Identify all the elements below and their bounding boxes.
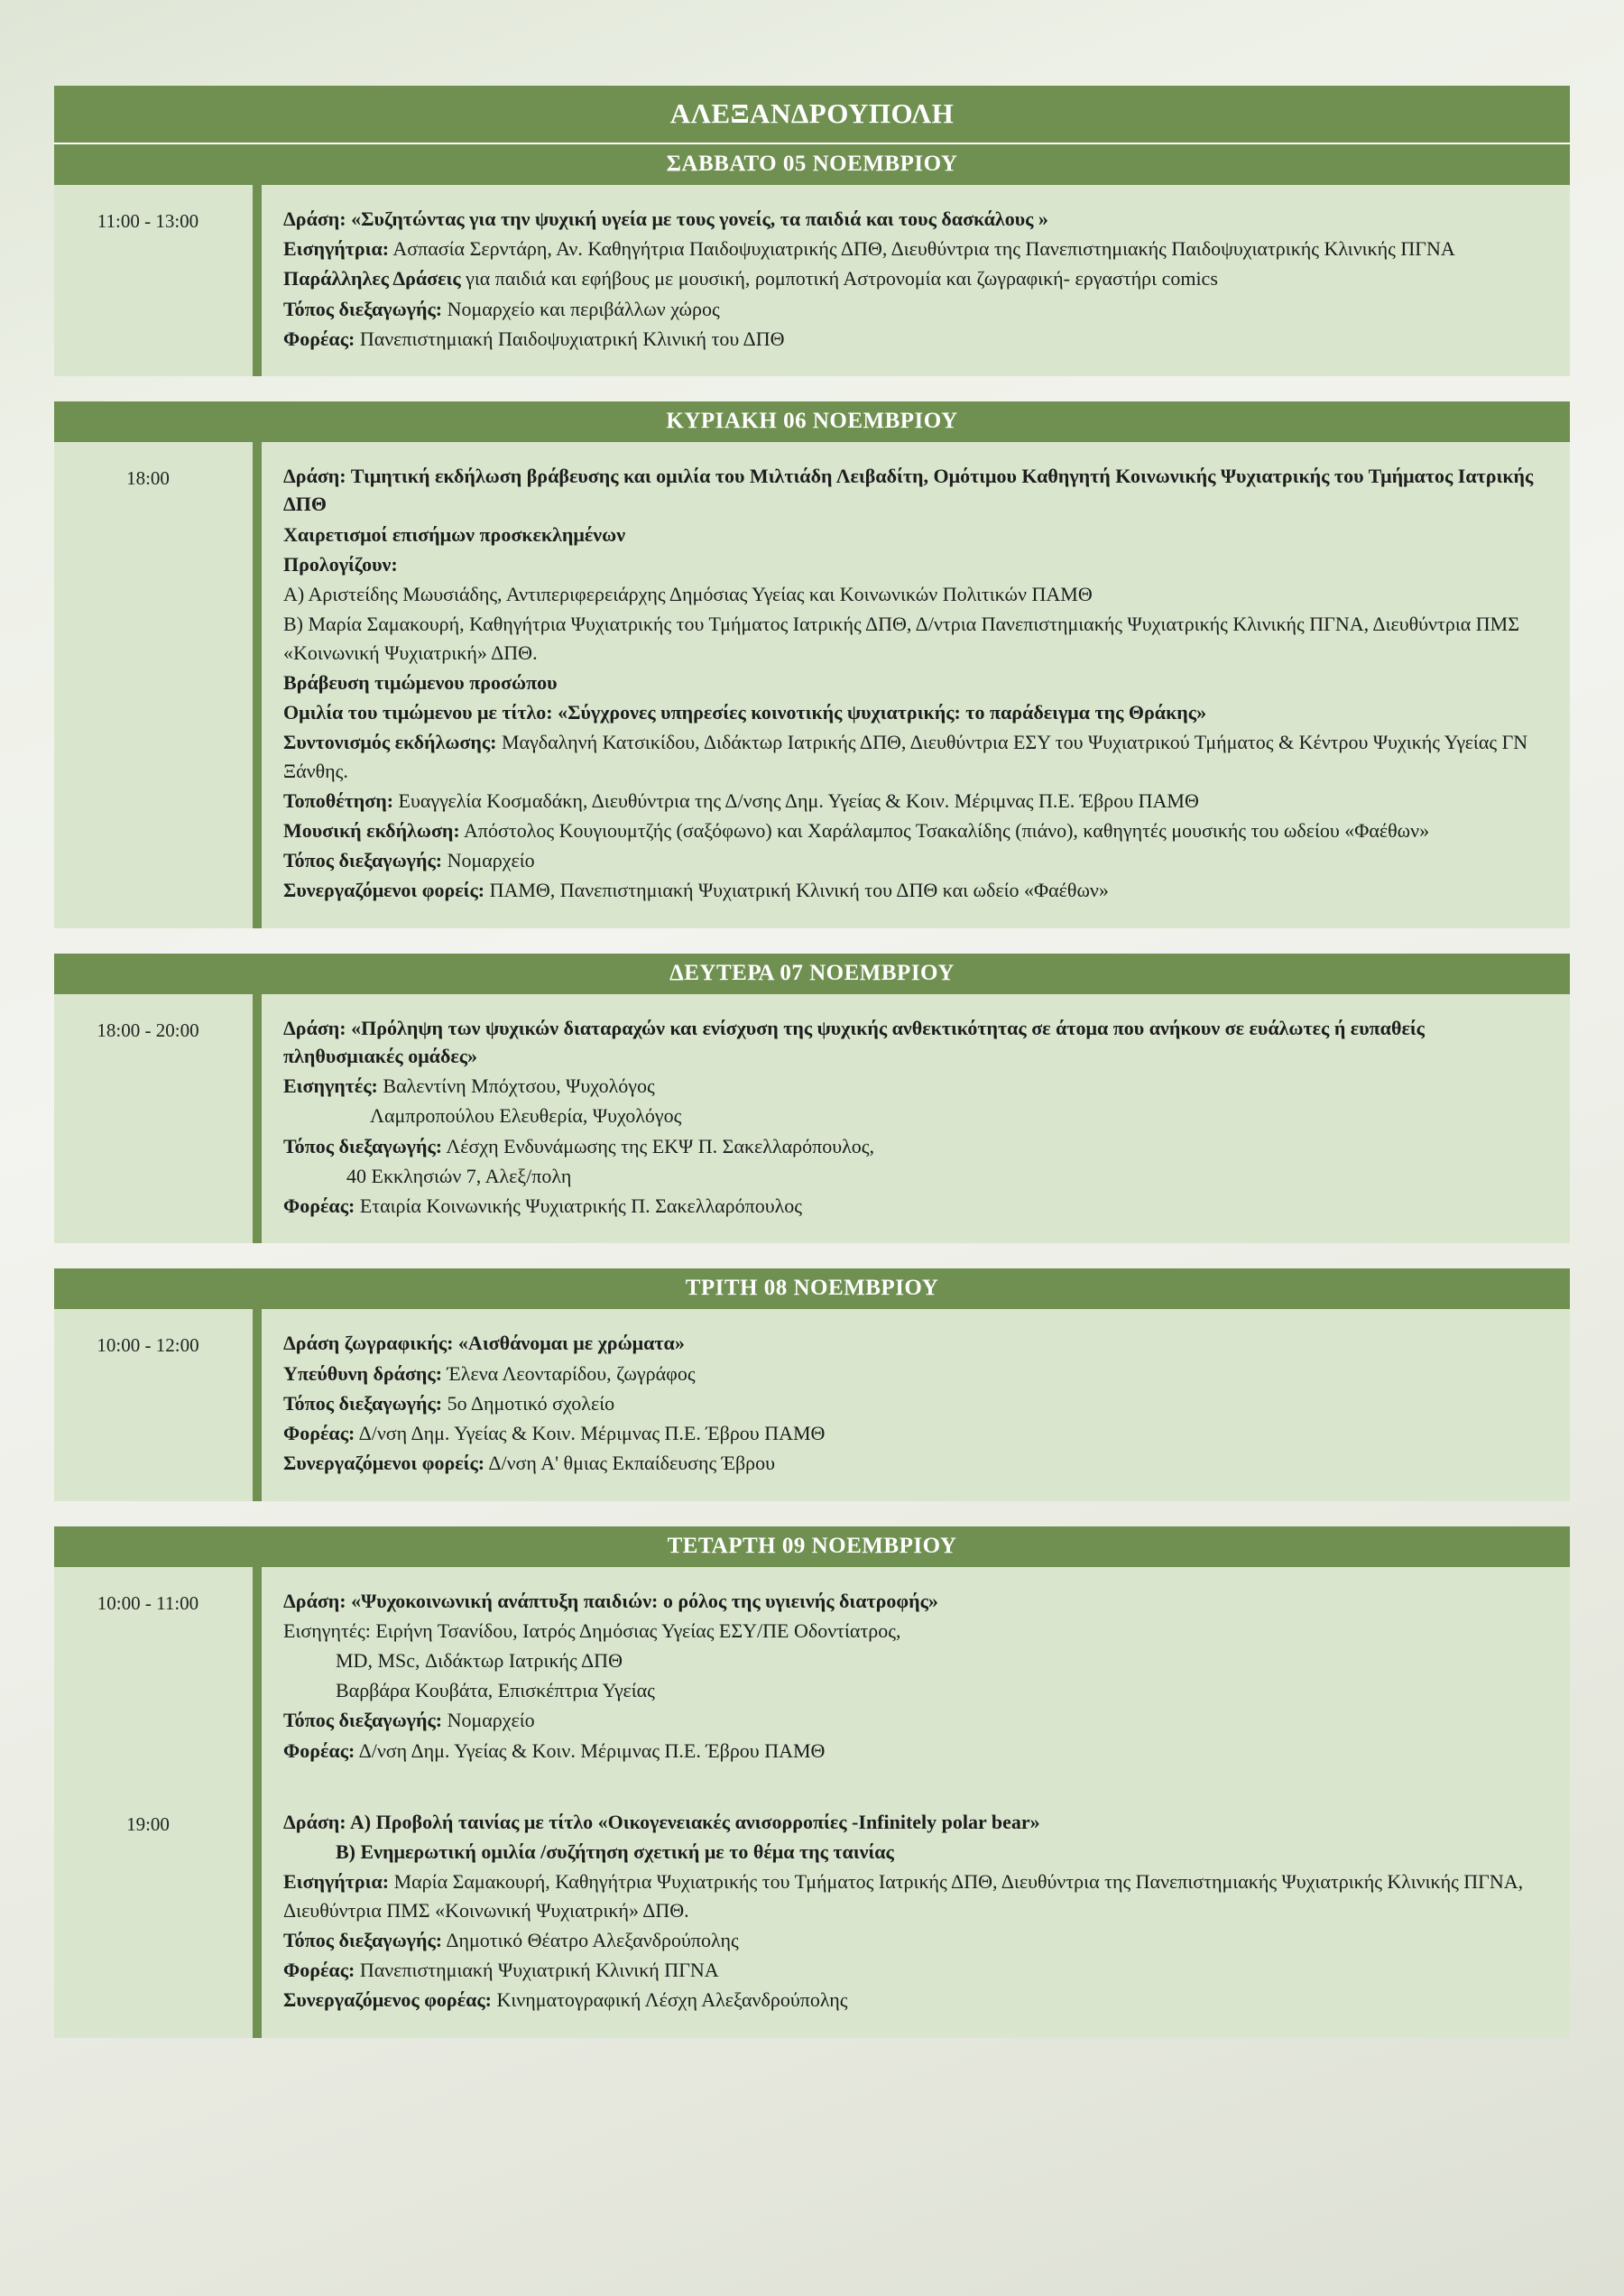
day-header: ΚΥΡΙΑΚΗ 06 ΝΟΕΜΒΡΙΟΥ xyxy=(54,401,1570,442)
event-details xyxy=(262,442,1570,928)
detail-value: Βαλεντίνη Μπόχτσου, Ψυχολόγος xyxy=(377,1074,655,1098)
detail-value: για παιδιά και εφήβους με μουσική, ρομποτική Αστρονομία και ζωγραφική- εργαστήρι comics xyxy=(460,267,1218,290)
event-details xyxy=(262,1309,1570,1500)
detail-label: Φορέας: xyxy=(283,1194,355,1218)
event-detail-line xyxy=(283,521,1543,549)
event-detail-line xyxy=(283,1838,1543,1866)
detail-value: Δημοτικό Θέατρο Αλεξανδρούπολης xyxy=(442,1928,739,1951)
detail-label: Ομιλία του τιμώμενου με τίτλο: «Σύγχρονες υπηρεσίες κοινοτικής ψυχιατρικής: το παράδειγμα της Θράκης» xyxy=(283,701,1207,724)
event-time-label: 10:00 - 12:00 xyxy=(97,1334,199,1357)
event-detail-line xyxy=(283,1956,1543,1984)
event-time xyxy=(54,442,262,928)
event-detail-line xyxy=(283,846,1543,874)
detail-label: Φορέας: xyxy=(283,1959,355,1982)
detail-value: Νομαρχείο και περιβάλλων χώρος xyxy=(442,297,720,320)
detail-label: Προλογίζουν: xyxy=(283,552,398,576)
detail-label: Συντονισμός εκδήλωσης: xyxy=(283,731,497,754)
event-detail-line xyxy=(283,1014,1543,1070)
detail-label: Φορέας: xyxy=(283,327,355,350)
detail-value: Εισηγητές: Ειρήνη Τσανίδου, Ιατρός Δημόσιας Υγείας ΕΣΥ/ΠΕ Οδοντίατρος, xyxy=(283,1618,901,1642)
detail-value: Δ/νση Δημ. Υγείας & Κοιν. Μέριμνας Π.Ε. Έβρου ΠΑΜΘ xyxy=(355,1422,826,1445)
detail-label: Δράση: Α) Προβολή ταινίας με τίτλο «Οικογενειακές ανισορροπίες -Infinitely polar bear» xyxy=(283,1810,1040,1833)
detail-value: Α) Αριστείδης Μωυσιάδης, Αντιπεριφερειάρχης Δημόσιας Υγείας και Κοινωνικών Πολιτικών ΠΑΜΘ xyxy=(283,583,1093,606)
detail-label: Φορέας: xyxy=(283,1422,355,1445)
detail-label: Υπεύθυνη δράσης: xyxy=(283,1361,443,1385)
detail-value: 40 Εκκλησιών 7, Αλεξ/πολη xyxy=(346,1164,572,1187)
event-detail-line xyxy=(283,580,1543,608)
detail-label: Τόπος διεξαγωγής: xyxy=(283,1709,443,1732)
section-spacer xyxy=(54,1501,1570,1521)
event-detail-line xyxy=(283,1102,1543,1130)
detail-value: Έλενα Λεονταρίδου, ζωγράφος xyxy=(442,1361,696,1385)
detail-label: Τόπος διεξαγωγής: xyxy=(283,1391,443,1415)
detail-label: Εισηγήτρια: xyxy=(283,1870,390,1894)
detail-value: Ευαγγελία Κοσμαδάκη, Διευθύντρια της Δ/νσης Δημ. Υγείας & Κοιν. Μέριμνας Π.Ε. Έβρου ΠΑΜΘ xyxy=(393,788,1199,812)
section-spacer xyxy=(54,1243,1570,1263)
detail-value: Νομαρχείο xyxy=(442,849,535,872)
schedule-row xyxy=(54,1567,1570,1788)
detail-label: Μουσική εκδήλωση: xyxy=(283,818,460,842)
section-spacer xyxy=(54,928,1570,948)
day-header: ΤΕΤΑΡΤΗ 09 ΝΟΕΜΒΡΙΟΥ xyxy=(54,1526,1570,1567)
detail-label: Χαιρετισμοί επισήμων προσκεκλημένων xyxy=(283,522,626,546)
event-detail-line xyxy=(283,787,1543,815)
day-sections xyxy=(54,144,1570,2058)
event-time xyxy=(54,1788,262,2038)
day-header: ΤΡΙΤΗ 08 ΝΟΕΜΒΡΙΟΥ xyxy=(54,1268,1570,1309)
detail-value: Ασπασία Σερντάρη, Αν. Καθηγήτρια Παιδοψυχιατρικής ΔΠΘ, Διευθύντρια της Πανεπιστημιακής Παιδοψυχιατρικής Κλινικής ΠΓΝΑ xyxy=(389,237,1455,261)
event-detail-line xyxy=(283,1926,1543,1954)
event-detail-line xyxy=(283,1867,1543,1923)
detail-value: Νομαρχείο xyxy=(442,1709,535,1732)
event-detail-line xyxy=(283,1676,1543,1704)
detail-value: Β) Μαρία Σαμακουρή, Καθηγήτρια Ψυχιατρικής του Τμήματος Ιατρικής ΔΠΘ, Δ/ντρια Πανεπιστημιακής Ψυχιατρικής Κλινικής ΠΓΝΑ, Διευθύντρια ΠΜΣ «Κοινωνική Ψυχιατρική» ΔΠΘ. xyxy=(283,613,1520,664)
event-details xyxy=(262,994,1570,1244)
detail-label: Τόπος διεξαγωγής: xyxy=(283,297,443,320)
event-detail-line xyxy=(283,698,1543,726)
detail-label: Δράση: «Πρόληψη των ψυχικών διαταραχών και ενίσχυση της ψυχικής ανθεκτικότητας σε άτομα που ανήκουν σε ευάλωτες ή ευπαθείς πληθυσμιακές ομάδες» xyxy=(283,1016,1425,1067)
detail-label: Εισηγήτρια: xyxy=(283,237,390,261)
detail-value: Πανεπιστημιακή Ψυχιατρική Κλινική ΠΓΝΑ xyxy=(355,1959,719,1982)
event-details xyxy=(262,185,1570,376)
detail-label: Τόπος διεξαγωγής: xyxy=(283,1134,443,1157)
event-detail-line xyxy=(283,462,1543,518)
detail-value: ΠΑΜΘ, Πανεπιστημιακή Ψυχιατρική Κλινική του ΔΠΘ και ωδείο «Φαέθων» xyxy=(484,879,1109,902)
detail-label: Δράση: «Συζητώντας για την ψυχική υγεία με τους γονείς, τα παιδιά και τους δασκάλους » xyxy=(283,207,1048,230)
event-detail-line xyxy=(283,1329,1543,1357)
event-detail-line xyxy=(283,1986,1543,2014)
event-detail-line xyxy=(283,1162,1543,1190)
detail-value: Δ/νση Α' θμιας Εκπαίδευσης Έβρου xyxy=(484,1452,776,1475)
detail-label: Τόπος διεξαγωγής: xyxy=(283,1928,443,1951)
event-detail-line xyxy=(283,1706,1543,1734)
detail-value: Εταιρία Κοινωνικής Ψυχιατρικής Π. Σακελλαρόπουλος xyxy=(355,1194,802,1218)
detail-value: Μαγδαληνή Κατσικίδου, Διδάκτωρ Ιατρικής ΔΠΘ, Διευθύντρια ΕΣΥ του Ψυχιατρικού Τμήματος & Κέντρου Ψυχικής Υγείας ΓΝ Ξάνθης. xyxy=(283,731,1528,782)
detail-value: Βαρβάρα Κουβάτα, Επισκέπτρια Υγείας xyxy=(336,1679,655,1702)
event-time xyxy=(54,1567,262,1788)
event-detail-line xyxy=(283,1646,1543,1674)
event-time-label: 10:00 - 11:00 xyxy=(97,1591,199,1614)
event-detail-line xyxy=(283,1389,1543,1417)
schedule-row xyxy=(54,994,1570,1244)
event-detail-line xyxy=(283,1617,1543,1645)
event-detail-line xyxy=(283,1132,1543,1160)
detail-label: Τόπος διεξαγωγής: xyxy=(283,849,443,872)
detail-label: Συνεργαζόμενοι φορείς: xyxy=(283,879,485,902)
event-detail-line xyxy=(283,1808,1543,1836)
detail-value: Μαρία Σαμακουρή, Καθηγήτρια Ψυχιατρικής του Τμήματος Ιατρικής ΔΠΘ, Διευθύντρια της Πανεπιστημιακής Ψυχιατρικής Κλινικής ΠΓΝΑ, Διευθύντρια ΠΜΣ «Κοινωνική Ψυχιατρική» ΔΠΘ. xyxy=(283,1870,1524,1922)
event-time xyxy=(54,185,262,376)
event-detail-line xyxy=(283,816,1543,844)
event-time-label: 19:00 xyxy=(126,1812,170,1835)
detail-label: Φορέας: xyxy=(283,1738,355,1762)
detail-label: Δράση ζωγραφικής: «Αισθάνομαι με χρώματα» xyxy=(283,1332,685,1355)
event-details xyxy=(262,1567,1570,1788)
detail-label: Δράση: Τιμητική εκδήλωση βράβευσης και ομιλία του Μιλτιάδη Λειβαδίτη, Ομότιμου Καθηγητή Κοινωνικής Ψυχιατρικής του Τμήματος Ιατρικής ΔΠΘ xyxy=(283,465,1534,516)
detail-value: Λαμπροπούλου Ελευθερία, Ψυχολόγος xyxy=(370,1104,682,1128)
schedule-row xyxy=(54,442,1570,928)
detail-value: Δ/νση Δημ. Υγείας & Κοιν. Μέριμνας Π.Ε. Έβρου ΠΑΜΘ xyxy=(355,1738,826,1762)
event-detail-line xyxy=(283,669,1543,696)
event-detail-line xyxy=(283,205,1543,233)
schedule-row xyxy=(54,1309,1570,1500)
detail-label: Παράλληλες Δράσεις xyxy=(283,267,461,290)
event-time xyxy=(54,1309,262,1500)
event-time-label: 18:00 - 20:00 xyxy=(97,1019,199,1041)
detail-value: 5ο Δημοτικό σχολείο xyxy=(442,1391,615,1415)
event-detail-line xyxy=(283,876,1543,904)
event-detail-line xyxy=(283,295,1543,323)
event-detail-line xyxy=(283,1449,1543,1477)
schedule-row xyxy=(54,185,1570,376)
day-header: ΣΑΒΒΑΤΟ 05 ΝΟΕΜΒΡΙΟΥ xyxy=(54,144,1570,185)
event-time xyxy=(54,994,262,1244)
event-detail-line xyxy=(283,264,1543,292)
detail-value: MD, MSc, Διδάκτωρ Ιατρικής ΔΠΘ xyxy=(336,1648,623,1672)
event-detail-line xyxy=(283,610,1543,666)
event-detail-line xyxy=(283,1419,1543,1447)
detail-value: Κινηματογραφική Λέσχη Αλεξανδρούπολης xyxy=(491,1988,848,2012)
event-time-label: 11:00 - 13:00 xyxy=(97,210,199,232)
detail-label: Δράση: «Ψυχοκοινωνική ανάπτυξη παιδιών: ο ρόλος της υγιεινής διατροφής» xyxy=(283,1589,938,1612)
event-detail-line xyxy=(283,1587,1543,1615)
detail-value: Απόστολος Κουγιουμτζής (σαξόφωνο) και Χαράλαμπος Τσακαλίδης (πιάνο), καθηγητές μουσικής του ωδείου «Φαέθων» xyxy=(459,818,1430,842)
day-header: ΔΕΥΤΕΡΑ 07 ΝΟΕΜΒΡΙΟΥ xyxy=(54,954,1570,994)
detail-label: Β) Ενημερωτική ομιλία /συζήτηση σχετική με το θέμα της ταινίας xyxy=(336,1840,894,1864)
event-detail-line xyxy=(283,1360,1543,1388)
detail-label: Βράβευση τιμώμενου προσώπου xyxy=(283,670,558,694)
event-detail-line xyxy=(283,550,1543,578)
section-spacer xyxy=(54,2038,1570,2058)
page-title: ΑΛΕΞΑΝΔΡΟΥΠΟΛΗ xyxy=(54,86,1570,144)
detail-label: Συνεργαζόμενος φορέας: xyxy=(283,1988,492,2012)
event-detail-line xyxy=(283,1737,1543,1765)
program-sheet xyxy=(54,86,1570,2058)
detail-label: Τοποθέτηση: xyxy=(283,788,394,812)
event-detail-line xyxy=(283,1072,1543,1100)
event-time-label: 18:00 xyxy=(126,467,170,490)
event-detail-line xyxy=(283,325,1543,353)
event-detail-line xyxy=(283,235,1543,263)
detail-label: Συνεργαζόμενοι φορείς: xyxy=(283,1452,485,1475)
event-detail-line xyxy=(283,1192,1543,1220)
schedule-row xyxy=(54,1788,1570,2038)
detail-label: Εισηγητές: xyxy=(283,1074,378,1098)
section-spacer xyxy=(54,376,1570,396)
event-detail-line xyxy=(283,728,1543,784)
detail-value: Πανεπιστημιακή Παιδοψυχιατρική Κλινική του ΔΠΘ xyxy=(355,327,785,350)
detail-value: Λέσχη Ενδυνάμωσης της ΕΚΨ Π. Σακελλαρόπουλος, xyxy=(442,1134,875,1157)
event-details xyxy=(262,1788,1570,2038)
